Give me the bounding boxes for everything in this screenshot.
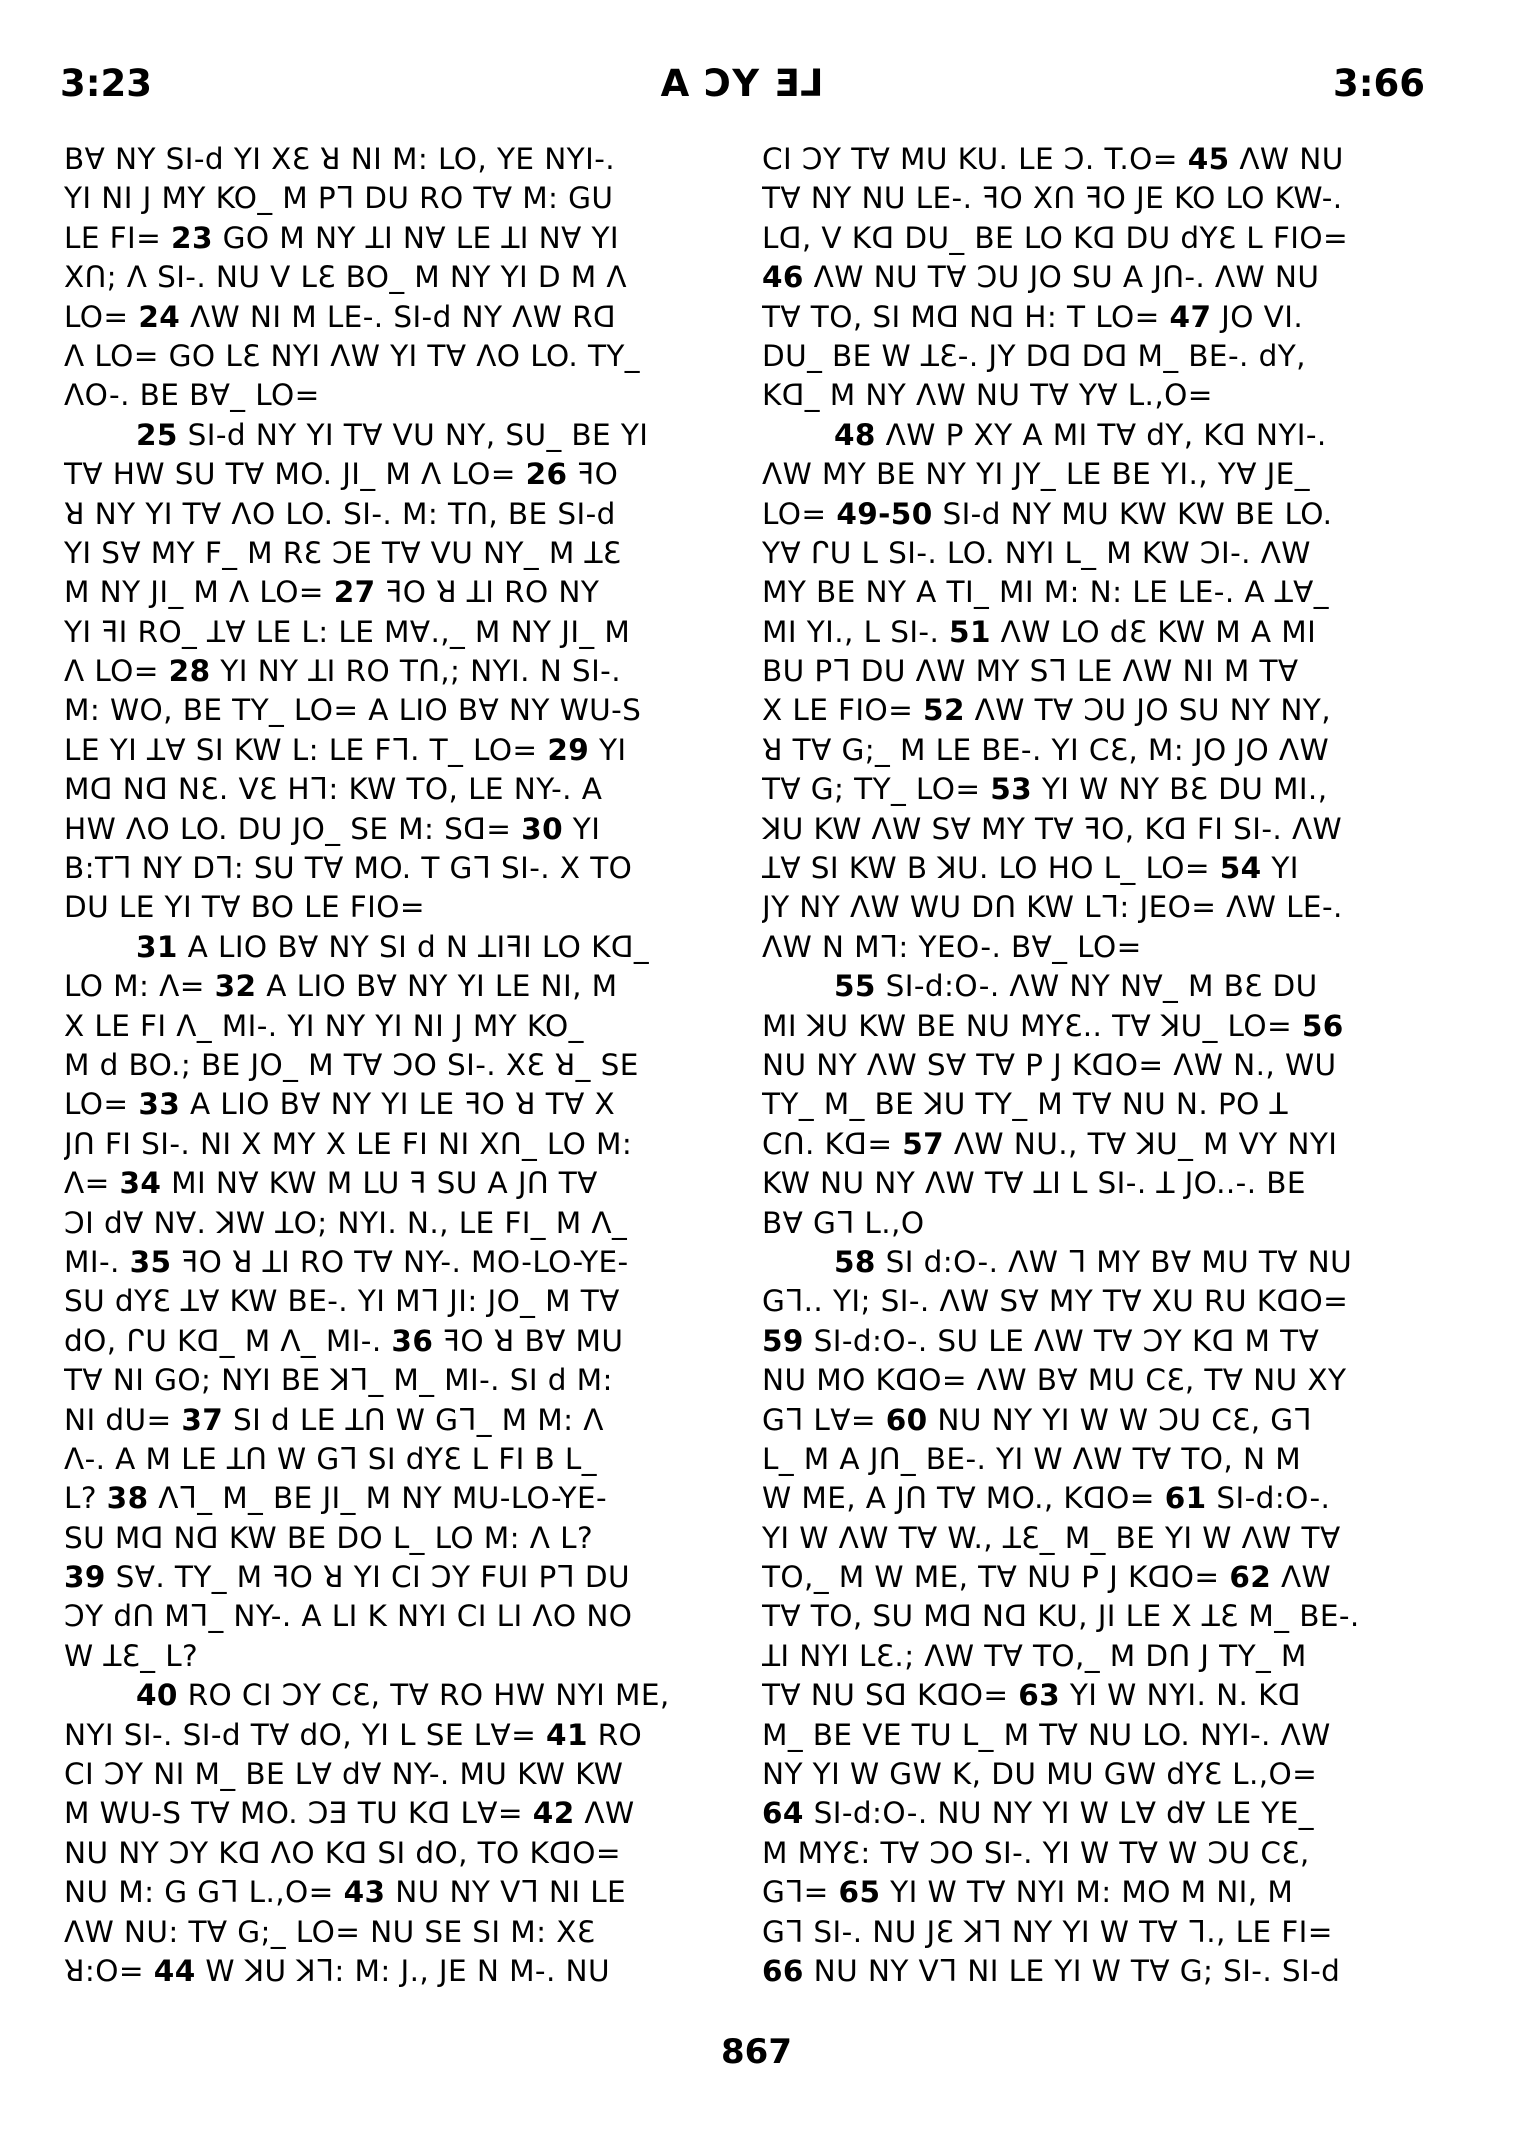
text-line [64, 731, 729, 770]
verse-number: 52 [923, 693, 965, 728]
verse-text: X LE FIO= [762, 693, 924, 728]
verse-text: B:Tᒣ NY Dᒣ: SU TⱯ MO. T Gᒣ SI-. X TO [64, 851, 633, 886]
verse-number: 32 [214, 969, 257, 1004]
text-line [762, 1361, 1427, 1400]
verse-text: L_ M A JՈ_ BE-. YI W ɅW TⱯ TO, N M [762, 1441, 1302, 1476]
verse-number: 30 [521, 811, 564, 846]
verse-number: 35 [129, 1244, 172, 1279]
verse-number: 55 [834, 969, 876, 1004]
verse-number: 24 [138, 299, 181, 334]
text-line [762, 416, 1427, 455]
verse-number: 48 [834, 417, 876, 452]
right-text-column [762, 140, 1427, 1991]
text-line [762, 1952, 1427, 1991]
verse-text: ɅW TⱯ ƆU JO SU NY NY, [964, 693, 1332, 728]
verse-number: 59 [762, 1323, 804, 1358]
text-line [64, 1794, 729, 1833]
verse-text: NU MO KꓷO= ɅW BⱯ MU CƐ, TⱯ NU XY [762, 1363, 1347, 1398]
verse-text: SI-d NY MU KW KW BE LO. [932, 496, 1333, 531]
verse-text: ɅW NU., TⱯ ꓘU_ M VY NYI [944, 1126, 1338, 1161]
verse-text: YI W ɅW TⱯ W., ꓕƐ_ M_ BE YI W ɅW TⱯ [762, 1520, 1341, 1555]
text-line [762, 1479, 1427, 1518]
text-line [64, 258, 729, 297]
verse-text: HW ɅO LO. DU JO_ SE M: Sꓷ= [64, 811, 522, 846]
verse-number: 28 [168, 654, 211, 689]
verse-text: TⱯ NY NU LE-. ꟻO XՈ ꟻO JE KO LO KW-. [762, 181, 1343, 216]
verse-number: 33 [138, 1087, 181, 1122]
running-header [60, 62, 1425, 112]
verse-number: 23 [171, 220, 213, 255]
text-line [64, 573, 729, 612]
text-line [762, 219, 1427, 258]
verse-text: Gᒣ= [762, 1875, 839, 1910]
text-line [64, 1085, 729, 1124]
verse-text: dO, ᒋU Kꓷ_ M Ʌ_ MI-. [64, 1323, 392, 1358]
verse-number: 53 [990, 772, 1033, 807]
text-line [64, 416, 729, 455]
text-line [762, 1519, 1427, 1558]
verse-text: YI [563, 811, 601, 846]
verse-text: MI ꓘU KW BE NU MYƐ.. TⱯ ꓘU_ LO= [762, 1008, 1302, 1043]
text-line [64, 455, 729, 494]
text-line [64, 219, 729, 258]
verse-text: TⱯ G; TY_ LO= [762, 772, 991, 807]
verse-text: YⱯ ᒋU L SI-. LO. NYI L_ M KW ƆI-. ɅW [762, 535, 1311, 570]
verse-text: ƆI dⱯ NⱯ. ꓘW ꓕO; NYI. N., LE FI_ M Ʌ_ [64, 1205, 628, 1240]
verse-text: M: WO, BE TY_ LO= A LIO BⱯ NY WU-S [64, 693, 642, 728]
verse-text: YI ꟻI RO_ ꓕⱯ LE L: LE MⱯ.,_ M NY JI_ M [64, 614, 631, 649]
verse-number: 56 [1301, 1008, 1344, 1043]
text-line [64, 1597, 729, 1636]
verse-text: ꟻO [567, 457, 619, 492]
verse-text: Gᒣ LⱯ= [762, 1402, 886, 1437]
verse-text: W ꓘU ꓘᒣ: M: J., JE N M-. NU [195, 1953, 610, 1988]
text-line [64, 1401, 729, 1440]
text-line [64, 1637, 729, 1676]
text-line [64, 613, 729, 652]
text-line [762, 652, 1427, 691]
verse-text: ɅW LO dƐ KW M A MI [990, 614, 1317, 649]
verse-number: 27 [333, 575, 376, 610]
verse-number: 63 [1018, 1678, 1061, 1713]
verse-number: 31 [136, 929, 178, 964]
text-line [64, 1204, 729, 1243]
verse-text: BⱯ Gᒣ L.,O [762, 1205, 925, 1240]
verse-text: SI d LE ꓕՈ W Gᒣ_ M M: Ʌ [223, 1402, 604, 1437]
text-line [64, 1676, 729, 1715]
verse-number: 65 [838, 1875, 881, 1910]
text-line [64, 1243, 729, 1282]
verse-text: LO= [64, 1087, 139, 1122]
text-line [762, 810, 1427, 849]
text-line [762, 573, 1427, 612]
verse-number: 46 [762, 260, 804, 295]
verse-text: TⱯ TO, SI Mꓷ Nꓷ H: T LO= [762, 299, 1170, 334]
text-line [64, 928, 729, 967]
verse-text: ɅW NU: TⱯ G;_ LO= NU SE SI M: XƐ [64, 1914, 596, 1949]
verse-number: 47 [1169, 299, 1212, 334]
verse-text: ɅW NI M LE-. SI-d NY ɅW Rꓷ [180, 299, 617, 334]
verse-number: 38 [106, 1481, 149, 1516]
verse-text: Ʌ= [64, 1166, 120, 1201]
text-line [64, 1282, 729, 1321]
verse-text: M NY JI_ M Ʌ LO= [64, 575, 334, 610]
verse-text: ɅW P XY A MI TⱯ dY, Kꓷ NYI-. [875, 417, 1327, 452]
verse-text: Mꓷ Nꓷ NƐ. VƐ Hᒣ: KW TO, LE NY-. A [64, 772, 603, 807]
verse-text: M WU-S TⱯ MO. ƆƎ TU Kꓷ LⱯ= [64, 1796, 533, 1831]
verse-text: BU Pᒣ DU ɅW MY Sᒣ LE ɅW NI M TⱯ [762, 654, 1299, 689]
verse-text: A LIO BⱯ NY SI d N ꓕIꟻI LO Kꓷ_ [177, 929, 650, 964]
verse-text: M d BO.; BE JO_ M TⱯ ƆO SI-. XƐ ꓤ_ SE [64, 1047, 639, 1082]
verse-text: ɅW NU TⱯ ƆU JO SU A JՈ-. ɅW NU [803, 260, 1320, 295]
verse-number: 58 [834, 1244, 876, 1279]
verse-text: LO= [64, 299, 139, 334]
verse-number: 25 [136, 417, 178, 452]
verse-text: NU NY Vᒣ NI LE [385, 1875, 627, 1910]
verse-text: W ꓕƐ_ L? [64, 1638, 199, 1673]
verse-text: ꟻO ꓤ BⱯ MU [433, 1323, 624, 1358]
text-line [762, 1243, 1427, 1282]
text-line [762, 534, 1427, 573]
verse-text: ꓕI NYI LƐ.; ɅW TⱯ TO,_ M DՈ J TY_ M [762, 1638, 1307, 1673]
text-line [64, 495, 729, 534]
verse-number: 39 [64, 1560, 106, 1595]
verse-text: MY BE NY A TI_ MI M: N: LE LE-. A ꓕⱯ_ [762, 575, 1329, 610]
verse-number: 62 [1229, 1560, 1272, 1595]
text-line [762, 179, 1427, 218]
verse-text: RO [587, 1717, 643, 1752]
verse-text: SI-d:O-. NU NY YI W LⱯ dⱯ LE YE_ [803, 1796, 1314, 1831]
text-line [64, 140, 729, 179]
verse-text: MI-. [64, 1244, 130, 1279]
verse-text: LO M: Ʌ= [64, 969, 215, 1004]
verse-text: Lꓷ, V Kꓷ DU_ BE LO Kꓷ DU dYƐ L FIO= [762, 220, 1349, 255]
verse-text: ɅW [1271, 1560, 1332, 1595]
verse-text: NI dU= [64, 1402, 182, 1437]
header-verse-start: 3:23 [60, 62, 153, 105]
text-line [762, 1322, 1427, 1361]
header-book-title: A ƆY Ǝᒧ [660, 62, 825, 105]
text-line [762, 1676, 1427, 1715]
verse-text: GO M NY ꓕI NⱯ LE ꓕI NⱯ YI [212, 220, 620, 255]
verse-text: LO= [762, 496, 837, 531]
verse-number: 42 [532, 1796, 575, 1831]
verse-text: NU M: G Gᒣ L.,O= [64, 1875, 344, 1910]
text-line [762, 888, 1427, 927]
text-line [64, 1322, 729, 1361]
verse-text: JՈ FI SI-. NI X MY X LE FI NI XՈ_ LO M: [64, 1126, 633, 1161]
text-line [64, 691, 729, 730]
text-line [762, 770, 1427, 809]
verse-text: Gᒣ SI-. NU JƐ ꓘᒣ NY YI W TⱯ ᒣ., LE FI= [762, 1914, 1333, 1949]
text-line [762, 928, 1427, 967]
verse-text: TⱯ HW SU TⱯ MO. JI_ M Ʌ LO= [64, 457, 526, 492]
text-line [762, 1637, 1427, 1676]
text-line [762, 337, 1427, 376]
verse-number: 49-50 [836, 496, 933, 531]
text-line [64, 1125, 729, 1164]
verse-number: 40 [136, 1678, 178, 1713]
text-line [64, 1834, 729, 1873]
verse-text: YI W NY BƐ DU MI., [1032, 772, 1328, 807]
text-line [64, 1952, 729, 1991]
text-line [762, 455, 1427, 494]
text-line [762, 1716, 1427, 1755]
text-line [762, 140, 1427, 179]
text-line [762, 376, 1427, 415]
verse-text: ꓤ:O= [64, 1953, 154, 1988]
verse-text: BⱯ NY SI-d YI XƐ ꓤ NI M: LO, YE NYI-. [64, 142, 616, 176]
verse-text: NU NY ɅW SⱯ TⱯ P J KꓷO= ɅW N., WU [762, 1047, 1337, 1082]
verse-text: ꓤ NY YI TⱯ ɅO LO. SI-. M: TՈ, BE SI-d [64, 496, 616, 531]
verse-text: ꟻO ꓤ ꓕI RO TⱯ NY-. MO-LO-YE- [171, 1244, 629, 1279]
verse-text: LE YI ꓕⱯ SI KW L: LE Fᒣ. T_ LO= [64, 732, 548, 767]
verse-text: JO VI. [1211, 299, 1304, 334]
verse-text: A LIO BⱯ NY YI LE NI, M [256, 969, 618, 1004]
text-line [762, 1164, 1427, 1203]
verse-text: TⱯ NU Sꓷ KꓷO= [762, 1678, 1019, 1713]
verse-text: ɅW MY BE NY YI JY_ LE BE YI., YⱯ JE_ [762, 457, 1310, 492]
verse-text: M_ BE VE TU L_ M TⱯ NU LO. NYI-. ɅW [762, 1717, 1331, 1752]
text-line [762, 1125, 1427, 1164]
text-line [64, 1007, 729, 1046]
verse-text: Gᒣ.. YI; SI-. ɅW SⱯ MY TⱯ XU RU KꓷO= [762, 1284, 1349, 1319]
text-line [762, 258, 1427, 297]
verse-text: NU NY ƆY Kꓷ ɅO Kꓷ SI dO, TO KꓷO= [64, 1835, 621, 1870]
verse-text: NU NY Vᒣ NI LE YI W TⱯ G; SI-. SI-d [803, 1953, 1341, 1988]
verse-text: CI ƆY TⱯ MU KU. LE Ɔ. T.O= [762, 142, 1188, 176]
header-verse-end: 3:66 [1332, 62, 1425, 105]
text-line [64, 179, 729, 218]
verse-text: YI SⱯ MY F_ M RƐ ƆE TⱯ VU NY_ M ꓕƐ [64, 535, 622, 570]
text-line [64, 376, 729, 415]
verse-number: 41 [546, 1717, 588, 1752]
text-line [64, 1361, 729, 1400]
verse-text: ꓘU KW ɅW SⱯ MY TⱯ ꟻO, Kꓷ FI SI-. ɅW [762, 811, 1343, 846]
text-line [762, 1597, 1427, 1636]
verse-text: MI YI., L SI-. [762, 614, 950, 649]
text-line [762, 1558, 1427, 1597]
verse-text: DU LE YI TⱯ BO LE FIO= [64, 890, 425, 925]
verse-text: TY_ M_ BE ꓘU TY_ M TⱯ NU N. PO ꓕ [762, 1087, 1288, 1122]
verse-text: ꓕⱯ SI KW B ꓘU. LO HO L_ LO= [762, 851, 1220, 886]
verse-number: 26 [525, 457, 568, 492]
text-line [762, 1755, 1427, 1794]
verse-text: KW NU NY ɅW TⱯ ꓕI L SI-. ꓕ JO..-. BE [762, 1166, 1306, 1201]
verse-number: 64 [762, 1796, 804, 1831]
page-number: 867 [721, 2032, 792, 2072]
text-line [762, 495, 1427, 534]
text-line [762, 1204, 1427, 1243]
left-text-column [64, 140, 729, 1991]
text-line [64, 1873, 729, 1912]
text-line [64, 849, 729, 888]
verse-text: ꓤ TⱯ G;_ M LE BE-. YI CƐ, M: JO JO ɅW [762, 732, 1330, 767]
verse-number: 54 [1219, 851, 1262, 886]
text-line [762, 1007, 1427, 1046]
verse-text: YI [1261, 851, 1299, 886]
verse-text: XՈ; Ʌ SI-. NU V LƐ BO_ M NY YI D M Ʌ [64, 260, 627, 295]
text-line [762, 1794, 1427, 1833]
verse-text: ɅW [574, 1796, 635, 1831]
verse-text: X LE FI Ʌ_ MI-. YI NY YI NI J MY KO_ [64, 1008, 584, 1043]
text-line [64, 888, 729, 927]
verse-text: TⱯ TO, SU Mꓷ Nꓷ KU, JI LE X ꓕƐ M_ BE-. [762, 1599, 1360, 1634]
text-line [64, 1519, 729, 1558]
text-line [64, 1913, 729, 1952]
text-line [762, 1085, 1427, 1124]
verse-text: Ʌ LO= [64, 654, 169, 689]
text-line [64, 337, 729, 376]
verse-text: TO,_ M W ME, TⱯ NU P J KꓷO= [762, 1560, 1230, 1595]
verse-text: Ʌ-. A M LE ꓕՈ W Gᒣ SI dYƐ L FI B L_ [64, 1441, 597, 1476]
text-line [64, 1558, 729, 1597]
verse-text: MI NⱯ KW M LU ꟻ SU A JՈ TⱯ [161, 1166, 598, 1201]
text-line [64, 1046, 729, 1085]
verse-text: NU NY YI W W ƆU CƐ, Gᒣ [927, 1402, 1312, 1437]
verse-text: ɅW N Mᒣ: YEO-. BⱯ_ LO= [762, 929, 1142, 964]
verse-text: RO CI ƆY CƐ, TⱯ RO HW NYI ME, [177, 1678, 670, 1713]
text-line [64, 534, 729, 573]
verse-number: 29 [547, 732, 590, 767]
verse-text: SI-d:O-. ɅW NY NⱯ_ M BƐ DU [875, 969, 1318, 1004]
verse-text: SI-d NY YI TⱯ VU NY, SU_ BE YI [177, 417, 649, 452]
verse-text: SU Mꓷ Nꓷ KW BE DO L_ LO M: Ʌ L? [64, 1520, 593, 1555]
text-line [762, 731, 1427, 770]
verse-text: ƆY dՈ Mᒣ_ NY-. A LI K NYI CI LI ɅO NO [64, 1599, 633, 1634]
text-line [762, 691, 1427, 730]
text-line [762, 1282, 1427, 1321]
verse-text: TⱯ NI GO; NYI BE ꓘᒣ_ M_ MI-. SI d M: [64, 1363, 613, 1398]
verse-text: CI ƆY NI M_ BE LⱯ dⱯ NY-. MU KW KW [64, 1757, 624, 1792]
text-line [64, 1440, 729, 1479]
verse-text: Ʌᒣ_ M_ BE JI_ M NY MU-LO-YE- [148, 1481, 608, 1516]
text-line [64, 1755, 729, 1794]
verse-number: 60 [885, 1402, 928, 1437]
verse-text: SU dYƐ ꓕⱯ KW BE-. YI Mᒣ JI: JO_ M TⱯ [64, 1284, 620, 1319]
verse-number: 66 [762, 1953, 804, 1988]
verse-text: DU_ BE W ꓕƐ-. JY Dꓷ Dꓷ M_ BE-. dY, [762, 338, 1306, 373]
verse-text: YI W NYI. N. Kꓷ [1060, 1678, 1301, 1713]
verse-number: 43 [343, 1875, 386, 1910]
text-line [64, 298, 729, 337]
text-line [762, 849, 1427, 888]
verse-number: 34 [119, 1166, 162, 1201]
text-line [64, 652, 729, 691]
verse-text: A LIO BⱯ NY YI LE ꟻO ꓤ TⱯ X [180, 1087, 616, 1122]
verse-text: Kꓷ_ M NY ɅW NU TⱯ YⱯ L.,O= [762, 378, 1213, 413]
verse-text: YI [589, 732, 627, 767]
text-line [64, 1716, 729, 1755]
verse-number: 44 [153, 1953, 196, 1988]
verse-text: YI NY ꓕI RO TՈ,; NYI. N SI-. [210, 654, 621, 689]
verse-text: YI W TⱯ NYI M: MO M NI, M [880, 1875, 1294, 1910]
verse-text: SⱯ. TY_ M ꟻO ꓤ YI CI ƆY FUI Pᒣ DU [105, 1560, 630, 1595]
verse-text: NYI SI-. SI-d TⱯ dO, YI L SE LⱯ= [64, 1717, 547, 1752]
text-line [64, 810, 729, 849]
text-line [762, 967, 1427, 1006]
verse-text: ꟻO ꓤ ꓕI RO NY [375, 575, 600, 610]
text-line [762, 1834, 1427, 1873]
verse-text: ɅW NU [1229, 142, 1344, 176]
text-line [762, 1046, 1427, 1085]
verse-text: NY YI W GW K, DU MU GW dYƐ L.,O= [762, 1757, 1318, 1792]
text-line [762, 613, 1427, 652]
text-line [762, 1401, 1427, 1440]
verse-number: 45 [1187, 142, 1230, 176]
verse-text: SI d:O-. ɅW ᒣ MY BⱯ MU TⱯ NU [875, 1244, 1353, 1279]
verse-number: 51 [949, 614, 991, 649]
text-line [762, 1873, 1427, 1912]
verse-text: L? [64, 1481, 107, 1516]
text-line [64, 1479, 729, 1518]
verse-text: JY NY ɅW WU DՈ KW Lᒣ: JEO= ɅW LE-. [762, 890, 1343, 925]
verse-number: 61 [1164, 1481, 1207, 1516]
text-line [64, 967, 729, 1006]
verse-text: CՈ. Kꓷ= [762, 1126, 903, 1161]
verse-number: 36 [391, 1323, 434, 1358]
text-line [762, 1440, 1427, 1479]
verse-text: SI-d:O-. [1206, 1481, 1331, 1516]
verse-text: M MYƐ: TⱯ ƆO SI-. YI W TⱯ W ƆU CƐ, [762, 1835, 1310, 1870]
verse-text: ɅO-. BE BⱯ_ LO= [64, 378, 320, 413]
verse-text: YI NI J MY KO_ M Pᒣ DU RO TⱯ M: GU [64, 181, 614, 216]
verse-text: SI-d:O-. SU LE ɅW TⱯ ƆY Kꓷ M TⱯ [803, 1323, 1320, 1358]
verse-text: W ME, A JՈ TⱯ MO., KꓷO= [762, 1481, 1165, 1516]
text-line [64, 1164, 729, 1203]
verse-text: LE FI= [64, 220, 172, 255]
verse-text: Ʌ LO= GO LƐ NYI ɅW YI TⱯ ɅO LO. TY_ [64, 338, 640, 373]
verse-number: 57 [902, 1126, 945, 1161]
text-line [762, 1913, 1427, 1952]
text-line [64, 770, 729, 809]
verse-number: 37 [181, 1402, 224, 1437]
text-line [762, 298, 1427, 337]
